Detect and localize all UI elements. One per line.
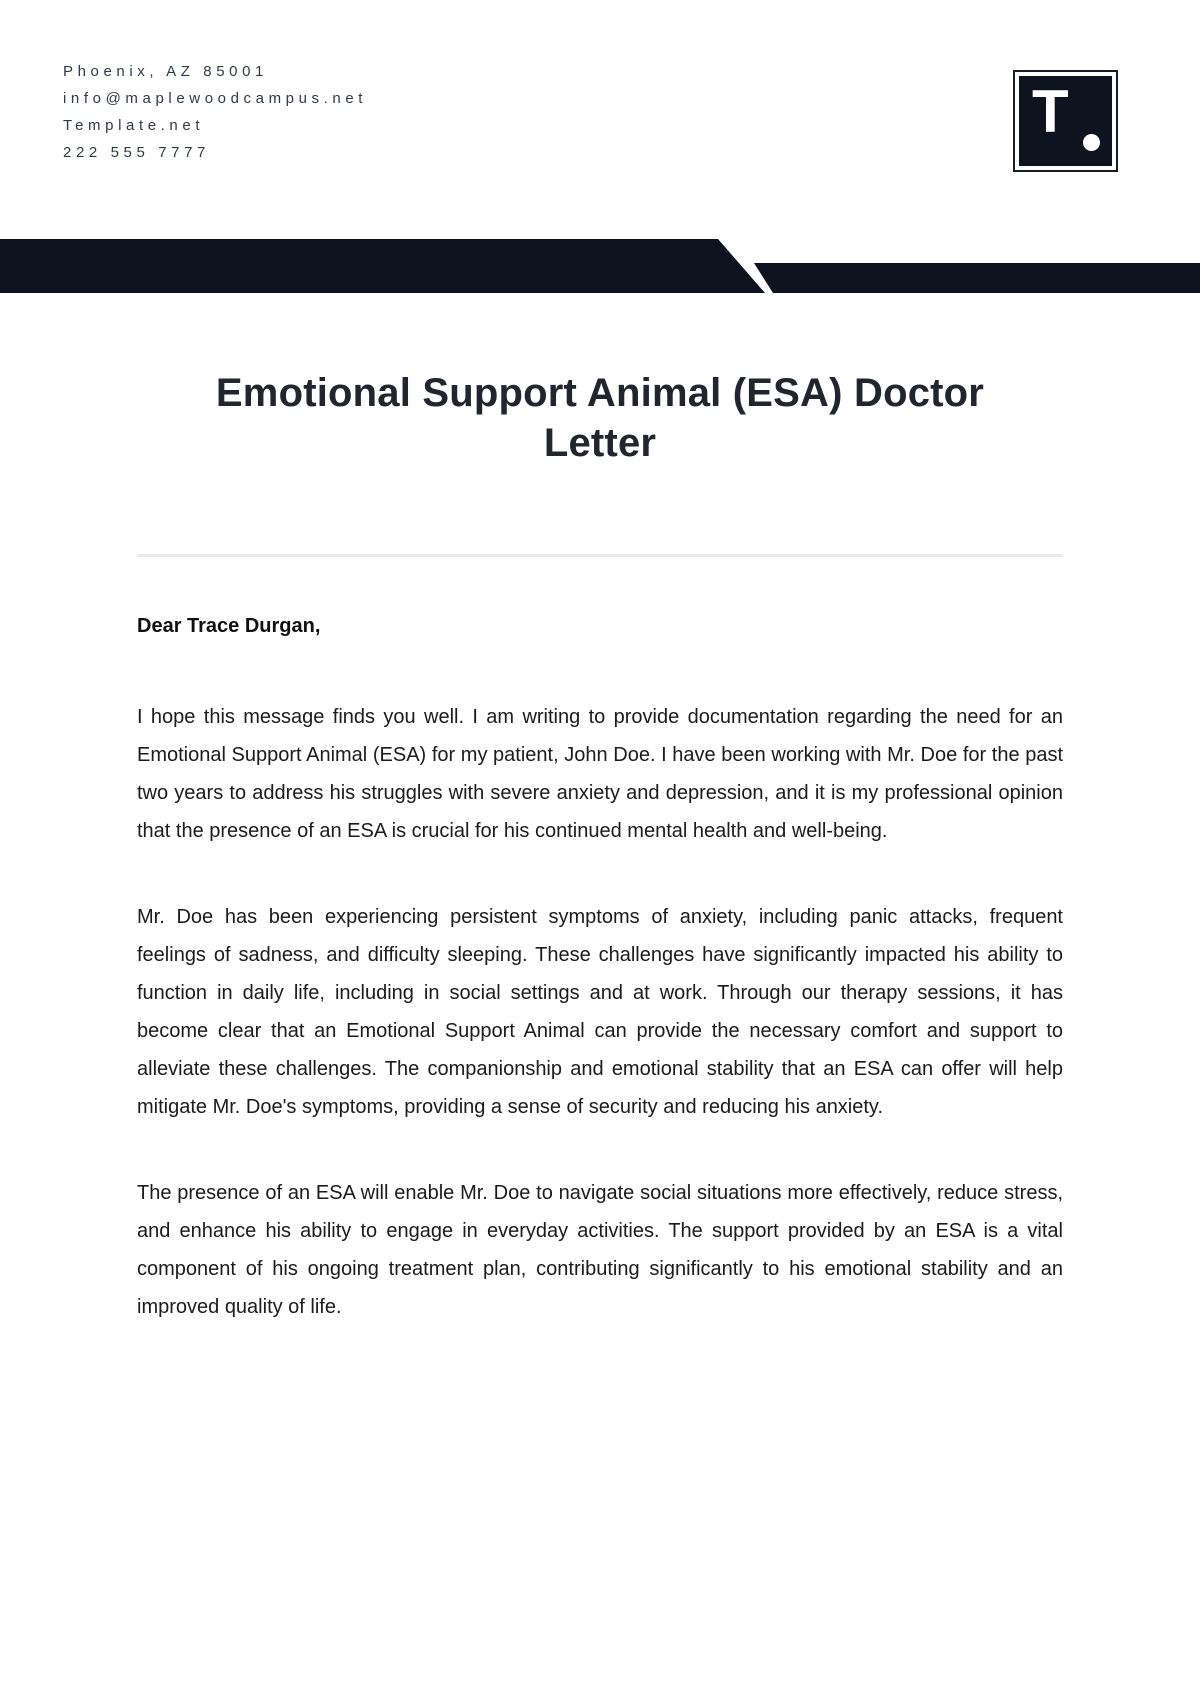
paragraph-3: The presence of an ESA will enable Mr. Doe to navigate social situations more effectively, reduce stress, and enhance his ability to engage in everyday activities. The support provided by an ESA is a vital component of his ongoing treatment plan, contributing significantly to his emotional stability and an improved quality of life. — [137, 1182, 1063, 1318]
paragraph-2: Mr. Doe has been experiencing persistent symptoms of anxiety, including panic attacks, frequent feelings of sadness, and difficulty sleeping. These challenges have significantly impacted his ability to function in daily life, including in social settings and at work. Through our therapy sessions, it has become clear that an Emotional Support Animal can provide the necessary comfort and support to alleviate these challenges. The companionship and emotional stability that an ESA can offer will help mitigate Mr. Doe's symptoms, providing a sense of security and reducing his anxiety. — [137, 906, 1063, 1118]
logo-icon — [1019, 76, 1112, 166]
banner-left-stripe — [0, 239, 765, 293]
letter-body — [137, 612, 1063, 1326]
greeting: Dear Trace Durgan, — [137, 615, 321, 637]
contact-phone: 222 555 7777 — [63, 144, 210, 161]
contact-block — [63, 58, 367, 166]
contact-address: Phoenix, AZ 85001 — [63, 63, 268, 80]
paragraph-1: I hope this message finds you well. I am writing to provide documentation regarding the need for an Emotional Support Animal (ESA) for my patient, John Doe. I have been working with Mr. Doe for the past two years to address his struggles with severe anxiety and depression, and it is my professional opinion that the presence of an ESA is crucial for his continued mental health and well-being. — [137, 706, 1063, 842]
contact-email: info@maplewoodcampus.net — [63, 90, 368, 107]
contact-website: Template.net — [63, 117, 205, 134]
template-net-logo — [1013, 70, 1118, 172]
logo-letter: T — [1032, 78, 1069, 145]
title-divider — [137, 554, 1063, 557]
page-title: Emotional Support Animal (ESA) Doctor Letter — [215, 371, 985, 465]
logo-dot-icon — [1083, 134, 1100, 151]
banner-right-stripe — [754, 263, 1200, 293]
